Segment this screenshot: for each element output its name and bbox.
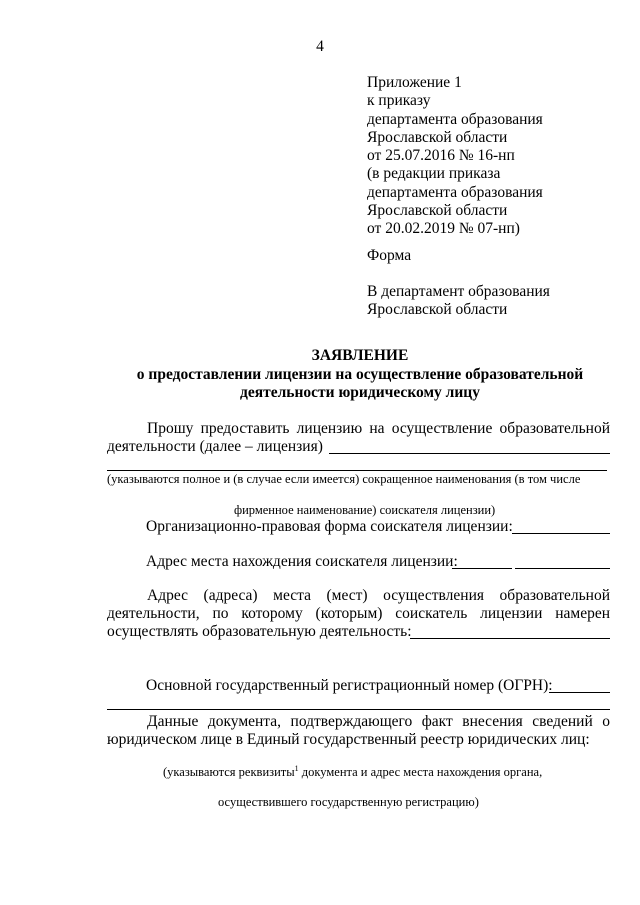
document-heading: ЗАЯВЛЕНИЕ [311,347,409,364]
approval-line: департамента образования [367,183,543,201]
approval-line: к приказу [367,92,431,110]
license-field-line[interactable] [329,453,610,454]
form-label: Форма [367,247,412,264]
applicant-name-line[interactable] [107,470,607,471]
address-field-line[interactable] [515,568,610,569]
org-form-field-line[interactable] [512,533,610,534]
hint-text: фирменное наименование) соискателя лицензии) [234,503,496,517]
document-subtitle: о предоставлении лицензии на осуществление образовательной [136,366,584,383]
recipient-block [367,283,550,320]
approval-line: департамента образования [367,110,543,128]
footnote-mark: 1 [294,764,299,773]
activity-address-label: осуществлять образовательную деятельность: [107,623,412,640]
ogrn-field-line[interactable] [107,709,610,710]
activity-address-label: деятельности, по которому (которым) соискатель лицензии намерен [107,605,610,622]
approval-block [367,74,543,239]
address-field-line[interactable] [452,568,512,569]
document-subtitle: деятельности юридическому лицу [239,384,480,401]
hint-text: (указываются полное и (в случае если имеется) сокращенное наименования (в том числе [107,472,581,486]
hint-text: осуществившего государственную регистрацию) [218,795,479,809]
approval-line: (в редакции приказа [367,165,501,183]
recipient-line: В департамент образования [367,283,550,300]
activity-address-field-line[interactable] [410,638,610,639]
approval-line: Ярославской области [367,128,508,146]
ogrn-field-line[interactable] [549,692,610,693]
hint-text-part: документа и адрес места нахождения органа, [298,765,543,780]
request-text: деятельности (далее – лицензия) [107,438,323,455]
page-number: 4 [316,38,324,55]
recipient-line: Ярославской области [367,301,508,319]
approval-line: Приложение 1 [367,74,462,91]
request-text: Прошу предоставить лицензию на осуществление образовательной [147,420,610,437]
registry-doc-label: юридическом лице в Единый государственный реестр юридических лиц: [107,731,590,748]
approval-line: от 25.07.2016 № 16-нп [367,147,515,165]
hint-text-part: (указываются реквизиты [163,765,295,780]
hint-text [163,764,542,780]
activity-address-label: Адрес (адреса) места (мест) осуществления образовательной [147,587,610,604]
address-label: Адрес места нахождения соискателя лицензии: [146,553,458,570]
approval-line: Ярославской области [367,202,508,220]
org-form-label: Организационно-правовая форма соискателя лицензии: [146,518,513,535]
approval-line: от 20.02.2019 № 07-нп) [367,220,520,238]
ogrn-label: Основной государственный регистрационный номер (ОГРН): [146,677,553,694]
registry-doc-label: Данные документа, подтверждающего факт внесения сведений о [147,713,610,730]
